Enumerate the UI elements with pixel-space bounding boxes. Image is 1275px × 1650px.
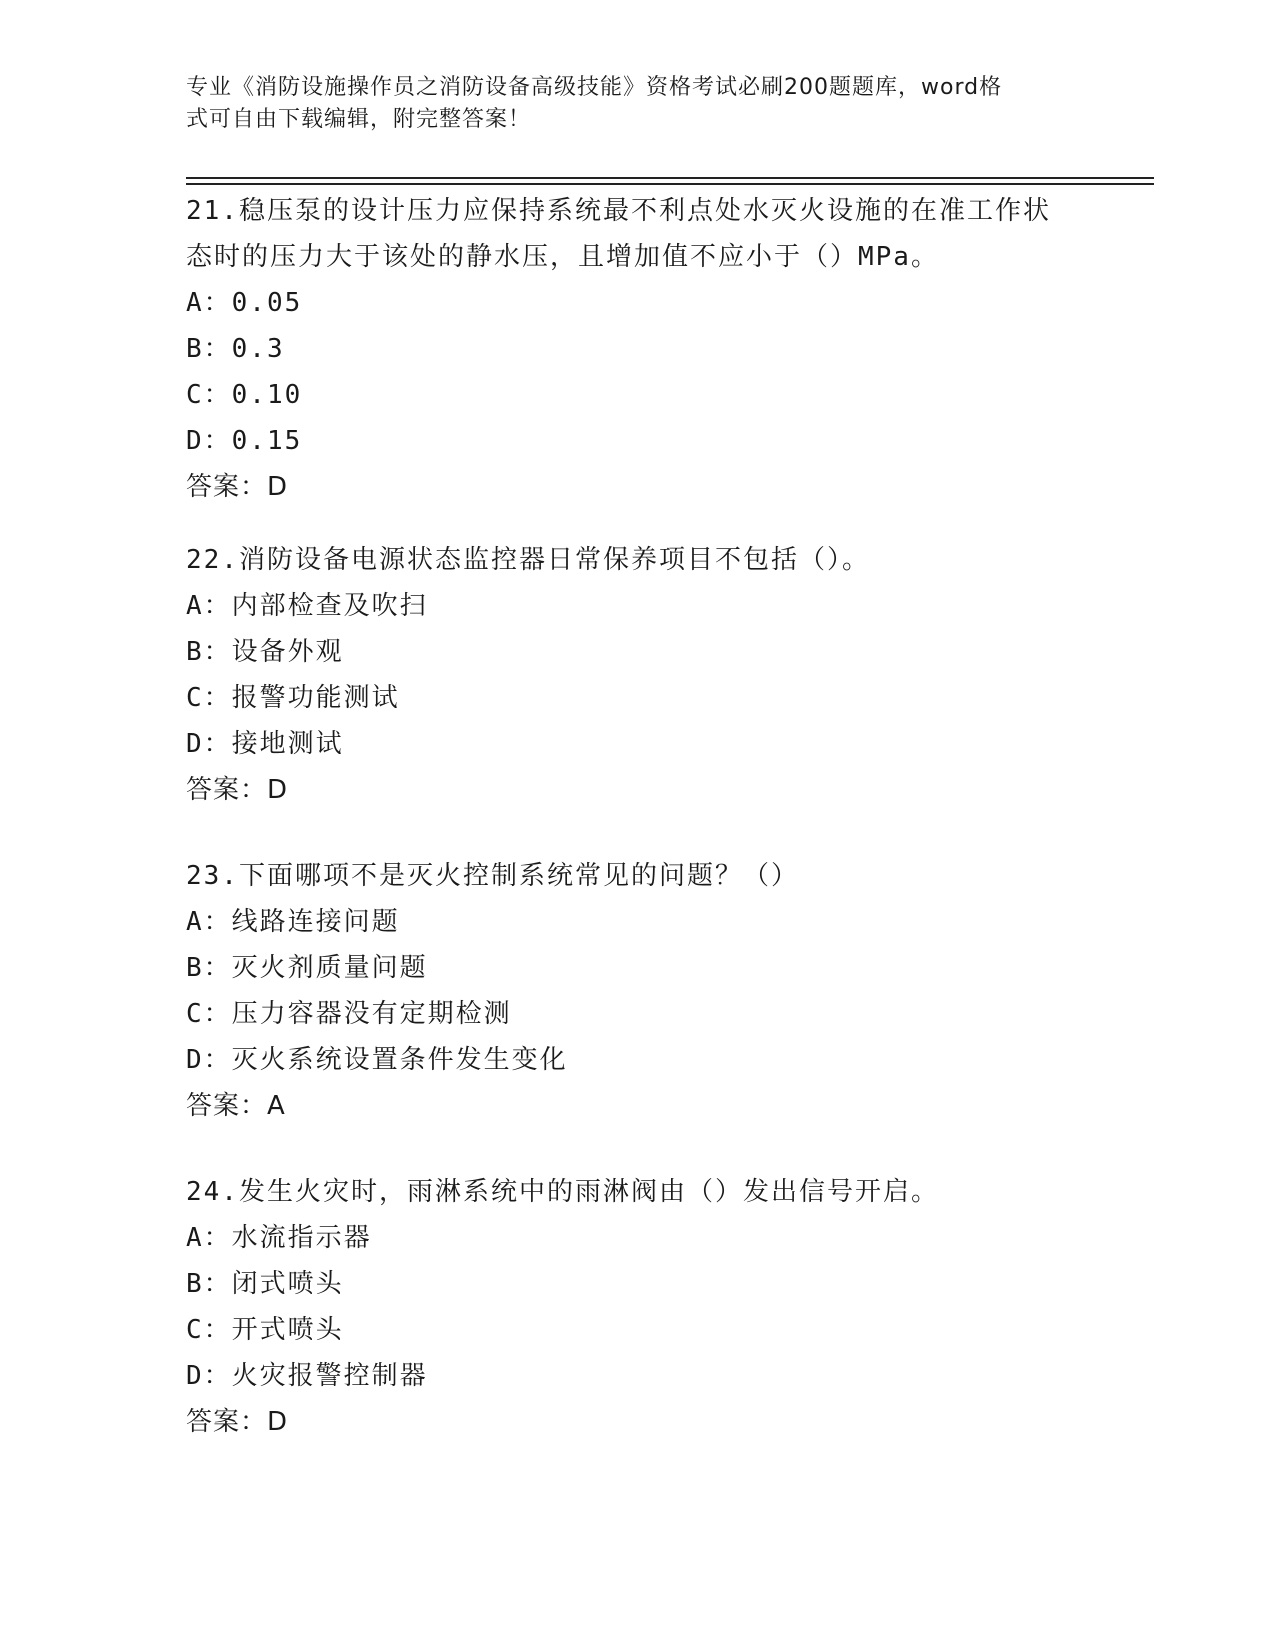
- header-divider-bottom: [186, 183, 1154, 185]
- question-stem: 23.下面哪项不是灭火控制系统常见的问题？（）: [186, 861, 799, 891]
- option-d: [186, 721, 1106, 767]
- option-b: [186, 945, 1106, 991]
- option-d: [186, 1353, 1106, 1399]
- option-label: C：: [186, 999, 232, 1029]
- option-a: [186, 899, 1106, 945]
- option-label: B：: [186, 334, 232, 364]
- option-a: [186, 583, 1106, 629]
- option-b: [186, 326, 1106, 372]
- option-text: 0.3: [231, 334, 285, 364]
- header-line-1: 专业《消防设施操作员之消防设备高级技能》资格考试必刷200题题库，word格: [186, 75, 1003, 100]
- question-stem: 24.发生火灾时，雨淋系统中的雨淋阀由（）发出信号开启。: [186, 1177, 939, 1207]
- option-text: 火灾报警控制器: [231, 1361, 428, 1391]
- option-a: [186, 1215, 1106, 1261]
- question-stem: 21.稳压泵的设计压力应保持系统最不利点处水灭火设施的在准工作状: [186, 196, 1051, 226]
- option-label: D：: [186, 1361, 232, 1391]
- option-c: [186, 991, 1106, 1037]
- option-label: B：: [186, 637, 232, 667]
- option-text: 线路连接问题: [231, 907, 400, 937]
- question-stem: 22.消防设备电源状态监控器日常保养项目不包括（）。: [186, 545, 870, 575]
- option-label: B：: [186, 953, 232, 983]
- option-text: 闭式喷头: [231, 1269, 344, 1299]
- document-header: [186, 72, 1086, 136]
- option-c: [186, 675, 1106, 721]
- option-label: D：: [186, 426, 232, 456]
- option-c: [186, 372, 1106, 418]
- option-label: D：: [186, 1045, 232, 1075]
- option-label: A：: [186, 907, 232, 937]
- option-label: D：: [186, 729, 232, 759]
- option-label: A：: [186, 1223, 232, 1253]
- option-c: [186, 1307, 1106, 1353]
- option-text: 内部检查及吹扫: [231, 591, 428, 621]
- option-text: 报警功能测试: [231, 683, 400, 713]
- option-text: 设备外观: [231, 637, 344, 667]
- option-label: C：: [186, 683, 232, 713]
- question-22: [186, 537, 1106, 813]
- option-text: 接地测试: [231, 729, 344, 759]
- answer: 答案：D: [186, 472, 289, 502]
- answer: 答案：D: [186, 1407, 289, 1437]
- option-b: [186, 1261, 1106, 1307]
- question-21: [186, 188, 1106, 510]
- answer: 答案：D: [186, 775, 289, 805]
- question-23: [186, 853, 1106, 1129]
- question-stem-continued: 态时的压力大于该处的静水压，且增加值不应小于（）MPa。: [186, 242, 939, 272]
- option-a: [186, 280, 1106, 326]
- option-label: A：: [186, 288, 232, 318]
- option-text: 0.15: [231, 426, 303, 456]
- option-label: B：: [186, 1269, 232, 1299]
- question-24: [186, 1169, 1106, 1445]
- option-text: 0.10: [231, 380, 303, 410]
- option-text: 水流指示器: [231, 1223, 372, 1253]
- option-text: 开式喷头: [231, 1315, 344, 1345]
- option-d: [186, 418, 1106, 464]
- header-line-2: 式可自由下载编辑，附完整答案！: [186, 107, 532, 132]
- option-text: 压力容器没有定期检测: [231, 999, 512, 1029]
- option-label: C：: [186, 1315, 232, 1345]
- option-text: 灭火系统设置条件发生变化: [231, 1045, 568, 1075]
- option-text: 0.05: [231, 288, 303, 318]
- header-divider-top: [186, 177, 1154, 179]
- option-label: C：: [186, 380, 232, 410]
- option-d: [186, 1037, 1106, 1083]
- option-b: [186, 629, 1106, 675]
- answer: 答案：A: [186, 1091, 286, 1121]
- option-text: 灭火剂质量问题: [231, 953, 428, 983]
- option-label: A：: [186, 591, 232, 621]
